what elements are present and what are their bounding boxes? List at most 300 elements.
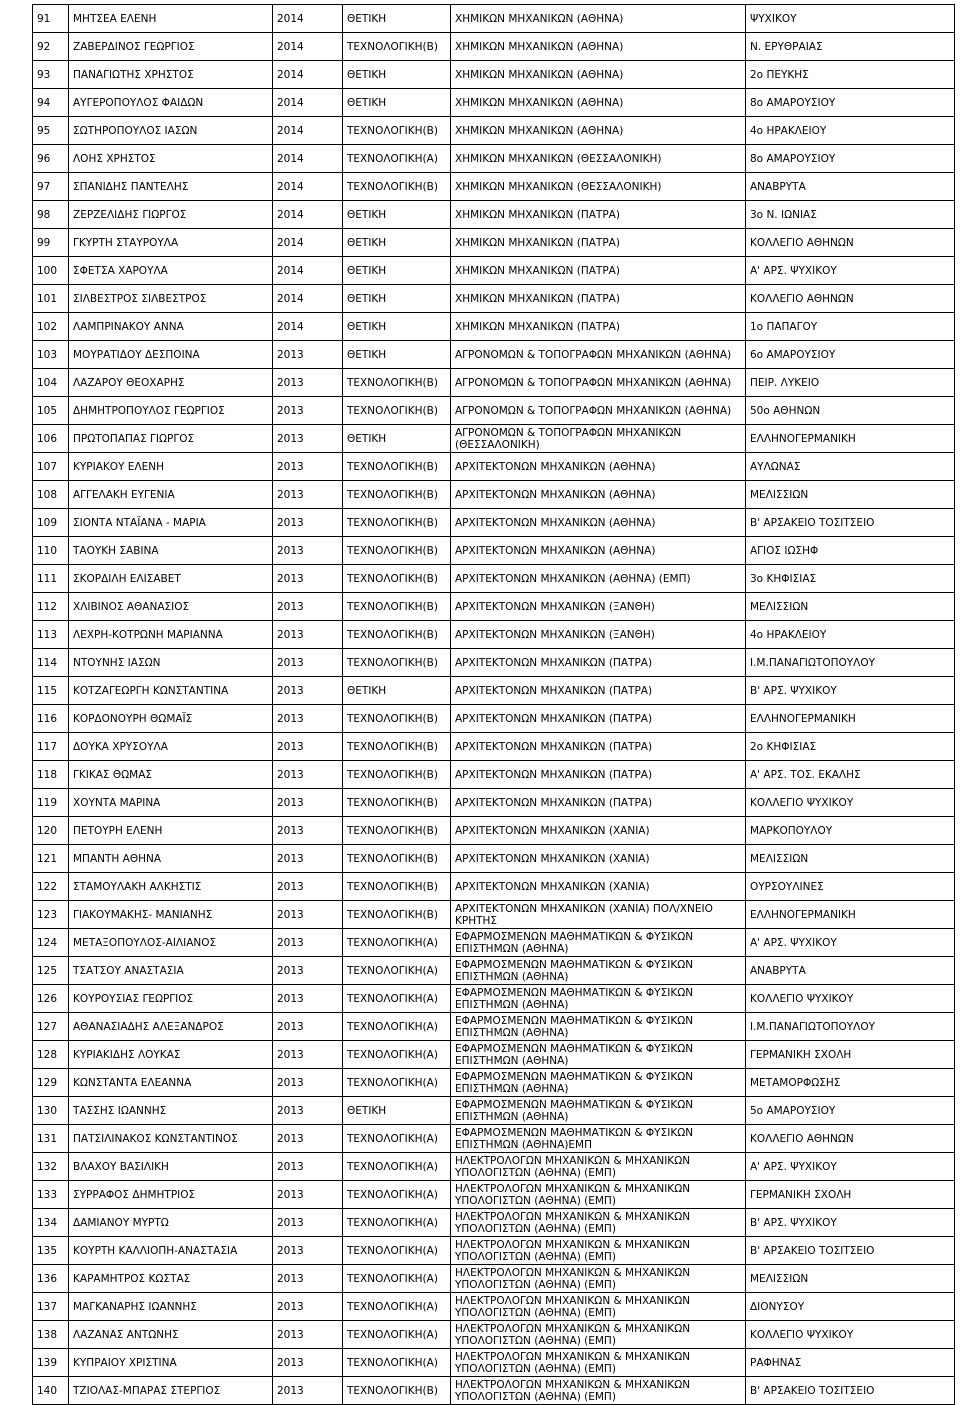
table-row: [33, 593, 955, 621]
exam-year-cell: 2014: [273, 257, 343, 285]
row-number-cell: 129: [33, 1069, 69, 1097]
school-cell: ΑΝΑΒΡΥΤΑ: [746, 957, 955, 985]
exam-track-cell: ΤΕΧΝΟΛΟΓΙΚΗ(Β): [343, 481, 451, 509]
exam-track-cell: ΤΕΧΝΟΛΟΓΙΚΗ(Β): [343, 33, 451, 61]
table-row: [33, 1153, 955, 1181]
row-number-cell: 99: [33, 229, 69, 257]
department-cell: ΑΡΧΙΤΕΚΤΟΝΩΝ ΜΗΧΑΝΙΚΩΝ (ΠΑΤΡΑ): [451, 733, 746, 761]
student-name-cell: ΜΑΓΚΑΝΑΡΗΣ ΙΩΑΝΝΗΣ: [69, 1293, 273, 1321]
exam-track-cell: ΤΕΧΝΟΛΟΓΙΚΗ(Α): [343, 1209, 451, 1237]
table-row: [33, 341, 955, 369]
row-number-cell: 97: [33, 173, 69, 201]
table-row: [33, 677, 955, 705]
student-name-cell: ΛΑΖΑΡΟΥ ΘΕΟΧΑΡΗΣ: [69, 369, 273, 397]
exam-track-cell: ΤΕΧΝΟΛΟΓΙΚΗ(Α): [343, 1125, 451, 1153]
student-name-cell: ΑΘΑΝΑΣΙΑΔΗΣ ΑΛΕΞΑΝΔΡΟΣ: [69, 1013, 273, 1041]
school-cell: 2ο ΠΕΥΚΗΣ: [746, 61, 955, 89]
student-name-cell: ΠΕΤΟΥΡΗ ΕΛΕΝΗ: [69, 817, 273, 845]
student-name-cell: ΚΟΥΡΤΗ ΚΑΛΛΙΟΠΗ-ΑΝΑΣΤΑΣΙΑ: [69, 1237, 273, 1265]
row-number-cell: 91: [33, 5, 69, 33]
school-cell: ΜΕΤΑΜΟΡΦΩΣΗΣ: [746, 1069, 955, 1097]
exam-year-cell: 2013: [273, 1209, 343, 1237]
row-number-cell: 127: [33, 1013, 69, 1041]
row-number-cell: 120: [33, 817, 69, 845]
student-name-cell: ΤΑΟΥΚΗ ΣΑΒΙΝΑ: [69, 537, 273, 565]
row-number-cell: 126: [33, 985, 69, 1013]
row-number-cell: 124: [33, 929, 69, 957]
school-cell: ΚΟΛΛΕΓΙΟ ΨΥΧΙΚΟΥ: [746, 1321, 955, 1349]
department-cell: ΕΦΑΡΜΟΣΜΕΝΩΝ ΜΑΘΗΜΑΤΙΚΩΝ & ΦΥΣΙΚΩΝ ΕΠΙΣΤΗΜΩΝ (ΑΘΗΝΑ): [451, 1041, 746, 1069]
student-name-cell: ΜΠΑΝΤΗ ΑΘΗΝΑ: [69, 845, 273, 873]
exam-year-cell: 2013: [273, 565, 343, 593]
school-cell: ΓΕΡΜΑΝΙΚΗ ΣΧΟΛΗ: [746, 1181, 955, 1209]
department-cell: ΑΡΧΙΤΕΚΤΟΝΩΝ ΜΗΧΑΝΙΚΩΝ (ΠΑΤΡΑ): [451, 761, 746, 789]
row-number-cell: 108: [33, 481, 69, 509]
exam-track-cell: ΘΕΤΙΚΗ: [343, 341, 451, 369]
row-number-cell: 95: [33, 117, 69, 145]
table-row: [33, 621, 955, 649]
student-name-cell: ΣΚΟΡΔΙΛΗ ΕΛΙΣΑΒΕΤ: [69, 565, 273, 593]
student-name-cell: ΜΟΥΡΑΤΙΔΟΥ ΔΕΣΠΟΙΝΑ: [69, 341, 273, 369]
exam-track-cell: ΤΕΧΝΟΛΟΓΙΚΗ(Α): [343, 1181, 451, 1209]
exam-track-cell: ΤΕΧΝΟΛΟΓΙΚΗ(Β): [343, 537, 451, 565]
student-name-cell: ΚΥΡΙΑΚΟΥ ΕΛΕΝΗ: [69, 453, 273, 481]
table-row: [33, 1349, 955, 1377]
school-cell: ΓΕΡΜΑΝΙΚΗ ΣΧΟΛΗ: [746, 1041, 955, 1069]
exam-year-cell: 2013: [273, 873, 343, 901]
department-cell: ΧΗΜΙΚΩΝ ΜΗΧΑΝΙΚΩΝ (ΑΘΗΝΑ): [451, 117, 746, 145]
school-cell: 5ο ΑΜΑΡΟΥΣΙΟΥ: [746, 1097, 955, 1125]
student-name-cell: ΣΤΑΜΟΥΛΑΚΗ ΑΛΚΗΣΤΙΣ: [69, 873, 273, 901]
table-row: [33, 1209, 955, 1237]
table-row: [33, 1069, 955, 1097]
department-cell: ΗΛΕΚΤΡΟΛΟΓΩΝ ΜΗΧΑΝΙΚΩΝ & ΜΗΧΑΝΙΚΩΝ ΥΠΟΛΟΓΙΣΤΩΝ (ΑΘΗΝΑ) (ΕΜΠ): [451, 1209, 746, 1237]
row-number-cell: 134: [33, 1209, 69, 1237]
exam-year-cell: 2013: [273, 817, 343, 845]
student-name-cell: ΓΚΥΡΤΗ ΣΤΑΥΡΟΥΛΑ: [69, 229, 273, 257]
exam-track-cell: ΘΕΤΙΚΗ: [343, 201, 451, 229]
school-cell: ΜΑΡΚΟΠΟΥΛΟΥ: [746, 817, 955, 845]
department-cell: ΧΗΜΙΚΩΝ ΜΗΧΑΝΙΚΩΝ (ΑΘΗΝΑ): [451, 61, 746, 89]
table-row: [33, 285, 955, 313]
student-name-cell: ΜΕΤΑΞΟΠΟΥΛΟΣ-ΑΙΛΙΑΝΟΣ: [69, 929, 273, 957]
student-name-cell: ΧΛΙΒΙΝΟΣ ΑΘΑΝΑΣΙΟΣ: [69, 593, 273, 621]
student-name-cell: ΔΗΜΗΤΡΟΠΟΥΛΟΣ ΓΕΩΡΓΙΟΣ: [69, 397, 273, 425]
department-cell: ΧΗΜΙΚΩΝ ΜΗΧΑΝΙΚΩΝ (ΘΕΣΣΑΛΟΝΙΚΗ): [451, 173, 746, 201]
department-cell: ΑΡΧΙΤΕΚΤΟΝΩΝ ΜΗΧΑΝΙΚΩΝ (ΧΑΝΙΑ): [451, 817, 746, 845]
table-row: [33, 229, 955, 257]
exam-year-cell: 2014: [273, 145, 343, 173]
student-name-cell: ΑΓΓΕΛΑΚΗ ΕΥΓΕΝΙΑ: [69, 481, 273, 509]
table-row: [33, 985, 955, 1013]
department-cell: ΗΛΕΚΤΡΟΛΟΓΩΝ ΜΗΧΑΝΙΚΩΝ & ΜΗΧΑΝΙΚΩΝ ΥΠΟΛΟΓΙΣΤΩΝ (ΑΘΗΝΑ) (ΕΜΠ): [451, 1153, 746, 1181]
school-cell: ΔΙΟΝΥΣΟΥ: [746, 1293, 955, 1321]
table-row: [33, 537, 955, 565]
exam-year-cell: 2013: [273, 761, 343, 789]
exam-track-cell: ΤΕΧΝΟΛΟΓΙΚΗ(Β): [343, 817, 451, 845]
department-cell: ΧΗΜΙΚΩΝ ΜΗΧΑΝΙΚΩΝ (ΑΘΗΝΑ): [451, 5, 746, 33]
row-number-cell: 109: [33, 509, 69, 537]
exam-track-cell: ΤΕΧΝΟΛΟΓΙΚΗ(Β): [343, 117, 451, 145]
student-name-cell: ΣΙΟΝΤΑ ΝΤΑΪΑΝΑ - ΜΑΡΙΑ: [69, 509, 273, 537]
department-cell: ΗΛΕΚΤΡΟΛΟΓΩΝ ΜΗΧΑΝΙΚΩΝ & ΜΗΧΑΝΙΚΩΝ ΥΠΟΛΟΓΙΣΤΩΝ (ΑΘΗΝΑ) (ΕΜΠ): [451, 1349, 746, 1377]
exam-year-cell: 2014: [273, 61, 343, 89]
department-cell: ΑΡΧΙΤΕΚΤΟΝΩΝ ΜΗΧΑΝΙΚΩΝ (ΑΘΗΝΑ): [451, 453, 746, 481]
row-number-cell: 118: [33, 761, 69, 789]
table-row: [33, 425, 955, 453]
exam-year-cell: 2013: [273, 425, 343, 453]
student-name-cell: ΔΑΜΙΑΝΟΥ ΜΥΡΤΩ: [69, 1209, 273, 1237]
department-cell: ΗΛΕΚΤΡΟΛΟΓΩΝ ΜΗΧΑΝΙΚΩΝ & ΜΗΧΑΝΙΚΩΝ ΥΠΟΛΟΓΙΣΤΩΝ (ΑΘΗΝΑ) (ΕΜΠ): [451, 1321, 746, 1349]
student-name-cell: ΓΙΑΚΟΥΜΑΚΗΣ- ΜΑΝΙΑΝΗΣ: [69, 901, 273, 929]
student-name-cell: ΚΩΝΣΤΑΝΤΑ ΕΛΕΑΝΝΑ: [69, 1069, 273, 1097]
exam-year-cell: 2013: [273, 621, 343, 649]
exam-track-cell: ΤΕΧΝΟΛΟΓΙΚΗ(Α): [343, 145, 451, 173]
exam-track-cell: ΤΕΧΝΟΛΟΓΙΚΗ(Β): [343, 761, 451, 789]
exam-year-cell: 2013: [273, 481, 343, 509]
student-name-cell: ΛΟΗΣ ΧΡΗΣΤΟΣ: [69, 145, 273, 173]
department-cell: ΑΡΧΙΤΕΚΤΟΝΩΝ ΜΗΧΑΝΙΚΩΝ (ΠΑΤΡΑ): [451, 789, 746, 817]
student-name-cell: ΚΟΡΔΟΝΟΥΡΗ ΘΩΜΑΪΣ: [69, 705, 273, 733]
student-name-cell: ΚΥΡΙΑΚΙΔΗΣ ΛΟΥΚΑΣ: [69, 1041, 273, 1069]
exam-track-cell: ΤΕΧΝΟΛΟΓΙΚΗ(Β): [343, 621, 451, 649]
student-name-cell: ΛΑΖΑΝΑΣ ΑΝΤΩΝΗΣ: [69, 1321, 273, 1349]
table-row: [33, 1181, 955, 1209]
table-row: [33, 649, 955, 677]
department-cell: ΗΛΕΚΤΡΟΛΟΓΩΝ ΜΗΧΑΝΙΚΩΝ & ΜΗΧΑΝΙΚΩΝ ΥΠΟΛΟΓΙΣΤΩΝ (ΑΘΗΝΑ) (ΕΜΠ): [451, 1265, 746, 1293]
row-number-cell: 139: [33, 1349, 69, 1377]
department-cell: ΑΡΧΙΤΕΚΤΟΝΩΝ ΜΗΧΑΝΙΚΩΝ (ΞΑΝΘΗ): [451, 621, 746, 649]
row-number-cell: 128: [33, 1041, 69, 1069]
exam-year-cell: 2013: [273, 1069, 343, 1097]
department-cell: ΕΦΑΡΜΟΣΜΕΝΩΝ ΜΑΘΗΜΑΤΙΚΩΝ & ΦΥΣΙΚΩΝ ΕΠΙΣΤΗΜΩΝ (ΑΘΗΝΑ)ΕΜΠ: [451, 1125, 746, 1153]
table-row: [33, 1377, 955, 1405]
exam-year-cell: 2014: [273, 89, 343, 117]
exam-year-cell: 2013: [273, 1349, 343, 1377]
school-cell: Α' ΑΡΣ. ΤΟΣ. ΕΚΑΛΗΣ: [746, 761, 955, 789]
table-row: [33, 453, 955, 481]
school-cell: ΚΟΛΛΕΓΙΟ ΑΘΗΝΩΝ: [746, 285, 955, 313]
department-cell: ΑΡΧΙΤΕΚΤΟΝΩΝ ΜΗΧΑΝΙΚΩΝ (ΧΑΝΙΑ): [451, 873, 746, 901]
student-name-cell: ΠΑΤΣΙΛΙΝΑΚΟΣ ΚΩΝΣΤΑΝΤΙΝΟΣ: [69, 1125, 273, 1153]
school-cell: 4ο ΗΡΑΚΛΕΙΟΥ: [746, 117, 955, 145]
table-body: [33, 5, 955, 1405]
department-cell: ΧΗΜΙΚΩΝ ΜΗΧΑΝΙΚΩΝ (ΑΘΗΝΑ): [451, 33, 746, 61]
exam-track-cell: ΤΕΧΝΟΛΟΓΙΚΗ(Α): [343, 1349, 451, 1377]
exam-track-cell: ΤΕΧΝΟΛΟΓΙΚΗ(Β): [343, 705, 451, 733]
school-cell: Α' ΑΡΣ. ΨΥΧΙΚΟΥ: [746, 1153, 955, 1181]
student-name-cell: ΧΟΥΝΤΑ ΜΑΡΙΝΑ: [69, 789, 273, 817]
exam-track-cell: ΘΕΤΙΚΗ: [343, 285, 451, 313]
exam-track-cell: ΘΕΤΙΚΗ: [343, 229, 451, 257]
row-number-cell: 93: [33, 61, 69, 89]
exam-year-cell: 2013: [273, 1293, 343, 1321]
school-cell: 2ο ΚΗΦΙΣΙΑΣ: [746, 733, 955, 761]
exam-track-cell: ΤΕΧΝΟΛΟΓΙΚΗ(Β): [343, 789, 451, 817]
row-number-cell: 98: [33, 201, 69, 229]
exam-track-cell: ΤΕΧΝΟΛΟΓΙΚΗ(Α): [343, 1321, 451, 1349]
row-number-cell: 102: [33, 313, 69, 341]
table-row: [33, 1013, 955, 1041]
exam-track-cell: ΤΕΧΝΟΛΟΓΙΚΗ(Α): [343, 985, 451, 1013]
exam-year-cell: 2013: [273, 509, 343, 537]
table-row: [33, 761, 955, 789]
row-number-cell: 105: [33, 397, 69, 425]
exam-track-cell: ΤΕΧΝΟΛΟΓΙΚΗ(Β): [343, 397, 451, 425]
exam-year-cell: 2013: [273, 341, 343, 369]
row-number-cell: 136: [33, 1265, 69, 1293]
student-name-cell: ΠΑΝΑΓΙΩΤΗΣ ΧΡΗΣΤΟΣ: [69, 61, 273, 89]
school-cell: ΜΕΛΙΣΣΙΩΝ: [746, 1265, 955, 1293]
table-row: [33, 397, 955, 425]
row-number-cell: 116: [33, 705, 69, 733]
exam-year-cell: 2014: [273, 229, 343, 257]
school-cell: ΚΟΛΛΕΓΙΟ ΑΘΗΝΩΝ: [746, 229, 955, 257]
exam-year-cell: 2014: [273, 33, 343, 61]
school-cell: ΟΥΡΣΟΥΛΙΝΕΣ: [746, 873, 955, 901]
exam-year-cell: 2013: [273, 1153, 343, 1181]
exam-track-cell: ΤΕΧΝΟΛΟΓΙΚΗ(Α): [343, 957, 451, 985]
student-name-cell: ΤΣΑΤΣΟΥ ΑΝΑΣΤΑΣΙΑ: [69, 957, 273, 985]
school-cell: ΚΟΛΛΕΓΙΟ ΨΥΧΙΚΟΥ: [746, 985, 955, 1013]
exam-year-cell: 2013: [273, 985, 343, 1013]
department-cell: ΧΗΜΙΚΩΝ ΜΗΧΑΝΙΚΩΝ (ΠΑΤΡΑ): [451, 257, 746, 285]
exam-year-cell: 2013: [273, 1041, 343, 1069]
school-cell: Β' ΑΡΣ. ΨΥΧΙΚΟΥ: [746, 677, 955, 705]
school-cell: ΠΕΙΡ. ΛΥΚΕΙΟ: [746, 369, 955, 397]
department-cell: ΗΛΕΚΤΡΟΛΟΓΩΝ ΜΗΧΑΝΙΚΩΝ & ΜΗΧΑΝΙΚΩΝ ΥΠΟΛΟΓΙΣΤΩΝ (ΑΘΗΝΑ) (ΕΜΠ): [451, 1237, 746, 1265]
row-number-cell: 138: [33, 1321, 69, 1349]
student-name-cell: ΔΟΥΚΑ ΧΡΥΣΟΥΛΑ: [69, 733, 273, 761]
exam-track-cell: ΤΕΧΝΟΛΟΓΙΚΗ(Β): [343, 1377, 451, 1405]
exam-year-cell: 2013: [273, 1097, 343, 1125]
department-cell: ΑΡΧΙΤΕΚΤΟΝΩΝ ΜΗΧΑΝΙΚΩΝ (ΑΘΗΝΑ): [451, 509, 746, 537]
school-cell: ΜΕΛΙΣΣΙΩΝ: [746, 593, 955, 621]
row-number-cell: 125: [33, 957, 69, 985]
student-name-cell: ΖΑΒΕΡΔΙΝΟΣ ΓΕΩΡΓΙΟΣ: [69, 33, 273, 61]
school-cell: 8ο ΑΜΑΡΟΥΣΙΟΥ: [746, 145, 955, 173]
row-number-cell: 110: [33, 537, 69, 565]
row-number-cell: 131: [33, 1125, 69, 1153]
exam-track-cell: ΤΕΧΝΟΛΟΓΙΚΗ(Α): [343, 1069, 451, 1097]
department-cell: ΕΦΑΡΜΟΣΜΕΝΩΝ ΜΑΘΗΜΑΤΙΚΩΝ & ΦΥΣΙΚΩΝ ΕΠΙΣΤΗΜΩΝ (ΑΘΗΝΑ): [451, 1097, 746, 1125]
table-row: [33, 929, 955, 957]
exam-track-cell: ΤΕΧΝΟΛΟΓΙΚΗ(Β): [343, 369, 451, 397]
department-cell: ΑΓΡΟΝΟΜΩΝ & ΤΟΠΟΓΡΑΦΩΝ ΜΗΧΑΝΙΚΩΝ (ΘΕΣΣΑΛΟΝΙΚΗ): [451, 425, 746, 453]
student-name-cell: ΣΩΤΗΡΟΠΟΥΛΟΣ ΙΑΣΩΝ: [69, 117, 273, 145]
student-name-cell: ΝΤΟΥΝΗΣ ΙΑΣΩΝ: [69, 649, 273, 677]
table-row: [33, 1041, 955, 1069]
school-cell: ΑΓΙΟΣ ΙΩΣΗΦ: [746, 537, 955, 565]
exam-year-cell: 2013: [273, 1321, 343, 1349]
exam-year-cell: 2013: [273, 705, 343, 733]
exam-year-cell: 2013: [273, 369, 343, 397]
exam-year-cell: 2014: [273, 285, 343, 313]
exam-year-cell: 2014: [273, 117, 343, 145]
department-cell: ΑΡΧΙΤΕΚΤΟΝΩΝ ΜΗΧΑΝΙΚΩΝ (ΠΑΤΡΑ): [451, 649, 746, 677]
department-cell: ΧΗΜΙΚΩΝ ΜΗΧΑΝΙΚΩΝ (ΘΕΣΣΑΛΟΝΙΚΗ): [451, 145, 746, 173]
row-number-cell: 111: [33, 565, 69, 593]
exam-track-cell: ΤΕΧΝΟΛΟΓΙΚΗ(Β): [343, 845, 451, 873]
row-number-cell: 137: [33, 1293, 69, 1321]
department-cell: ΑΡΧΙΤΕΚΤΟΝΩΝ ΜΗΧΑΝΙΚΩΝ (ΧΑΝΙΑ) ΠΟΛ/ΧΝΕΙΟ ΚΡΗΤΗΣ: [451, 901, 746, 929]
school-cell: Β' ΑΡΣΑΚΕΙΟ ΤΟΣΙΤΣΕΙΟ: [746, 509, 955, 537]
school-cell: 6ο ΑΜΑΡΟΥΣΙΟΥ: [746, 341, 955, 369]
department-cell: ΑΡΧΙΤΕΚΤΟΝΩΝ ΜΗΧΑΝΙΚΩΝ (ΞΑΝΘΗ): [451, 593, 746, 621]
exam-year-cell: 2014: [273, 201, 343, 229]
table-row: [33, 5, 955, 33]
exam-year-cell: 2013: [273, 537, 343, 565]
department-cell: ΑΡΧΙΤΕΚΤΟΝΩΝ ΜΗΧΑΝΙΚΩΝ (ΠΑΤΡΑ): [451, 705, 746, 733]
exam-track-cell: ΤΕΧΝΟΛΟΓΙΚΗ(Β): [343, 509, 451, 537]
student-name-cell: ΤΑΣΣΗΣ ΙΩΑΝΝΗΣ: [69, 1097, 273, 1125]
department-cell: ΕΦΑΡΜΟΣΜΕΝΩΝ ΜΑΘΗΜΑΤΙΚΩΝ & ΦΥΣΙΚΩΝ ΕΠΙΣΤΗΜΩΝ (ΑΘΗΝΑ): [451, 957, 746, 985]
exam-year-cell: 2013: [273, 1377, 343, 1405]
school-cell: ΕΛΛΗΝΟΓΕΡΜΑΝΙΚΗ: [746, 705, 955, 733]
row-number-cell: 103: [33, 341, 69, 369]
student-name-cell: ΛΑΜΠΡΙΝΑΚΟΥ ΑΝΝΑ: [69, 313, 273, 341]
department-cell: ΑΡΧΙΤΕΚΤΟΝΩΝ ΜΗΧΑΝΙΚΩΝ (ΠΑΤΡΑ): [451, 677, 746, 705]
exam-track-cell: ΤΕΧΝΟΛΟΓΙΚΗ(Α): [343, 1041, 451, 1069]
exam-year-cell: 2013: [273, 1181, 343, 1209]
row-number-cell: 101: [33, 285, 69, 313]
exam-year-cell: 2013: [273, 593, 343, 621]
student-name-cell: ΓΚΙΚΑΣ ΘΩΜΑΣ: [69, 761, 273, 789]
school-cell: Β' ΑΡΣΑΚΕΙΟ ΤΟΣΙΤΣΕΙΟ: [746, 1377, 955, 1405]
table-row: [33, 1097, 955, 1125]
student-name-cell: ΚΟΤΖΑΓΕΩΡΓΗ ΚΩΝΣΤΑΝΤΙΝΑ: [69, 677, 273, 705]
row-number-cell: 121: [33, 845, 69, 873]
row-number-cell: 135: [33, 1237, 69, 1265]
exam-track-cell: ΘΕΤΙΚΗ: [343, 61, 451, 89]
exam-year-cell: 2013: [273, 397, 343, 425]
exam-year-cell: 2013: [273, 789, 343, 817]
row-number-cell: 100: [33, 257, 69, 285]
exam-track-cell: ΤΕΧΝΟΛΟΓΙΚΗ(Α): [343, 1293, 451, 1321]
department-cell: ΧΗΜΙΚΩΝ ΜΗΧΑΝΙΚΩΝ (ΑΘΗΝΑ): [451, 89, 746, 117]
student-name-cell: ΑΥΓΕΡΟΠΟΥΛΟΣ ΦΑΙΔΩΝ: [69, 89, 273, 117]
student-name-cell: ΤΖΙΟΛΑΣ-ΜΠΑΡΑΣ ΣΤΕΡΓΙΟΣ: [69, 1377, 273, 1405]
exam-year-cell: 2013: [273, 453, 343, 481]
department-cell: ΧΗΜΙΚΩΝ ΜΗΧΑΝΙΚΩΝ (ΠΑΤΡΑ): [451, 313, 746, 341]
row-number-cell: 113: [33, 621, 69, 649]
table-row: [33, 481, 955, 509]
exam-track-cell: ΤΕΧΝΟΛΟΓΙΚΗ(Β): [343, 873, 451, 901]
student-name-cell: ΜΗΤΣΕΑ ΕΛΕΝΗ: [69, 5, 273, 33]
school-cell: ΕΛΛΗΝΟΓΕΡΜΑΝΙΚΗ: [746, 425, 955, 453]
row-number-cell: 114: [33, 649, 69, 677]
row-number-cell: 92: [33, 33, 69, 61]
school-cell: ΑΥΛΩΝΑΣ: [746, 453, 955, 481]
school-cell: ΜΕΛΙΣΣΙΩΝ: [746, 845, 955, 873]
exam-track-cell: ΘΕΤΙΚΗ: [343, 677, 451, 705]
department-cell: ΑΡΧΙΤΕΚΤΟΝΩΝ ΜΗΧΑΝΙΚΩΝ (ΑΘΗΝΑ): [451, 481, 746, 509]
row-number-cell: 96: [33, 145, 69, 173]
exam-year-cell: 2014: [273, 5, 343, 33]
student-name-cell: ΠΡΩΤΟΠΑΠΑΣ ΓΙΩΡΓΟΣ: [69, 425, 273, 453]
exam-track-cell: ΤΕΧΝΟΛΟΓΙΚΗ(Α): [343, 1237, 451, 1265]
exam-track-cell: ΘΕΤΙΚΗ: [343, 257, 451, 285]
table-row: [33, 313, 955, 341]
table-row: [33, 845, 955, 873]
exam-track-cell: ΤΕΧΝΟΛΟΓΙΚΗ(Β): [343, 173, 451, 201]
school-cell: Α' ΑΡΣ. ΨΥΧΙΚΟΥ: [746, 257, 955, 285]
department-cell: ΧΗΜΙΚΩΝ ΜΗΧΑΝΙΚΩΝ (ΠΑΤΡΑ): [451, 201, 746, 229]
row-number-cell: 140: [33, 1377, 69, 1405]
school-cell: 3ο ΚΗΦΙΣΙΑΣ: [746, 565, 955, 593]
department-cell: ΧΗΜΙΚΩΝ ΜΗΧΑΝΙΚΩΝ (ΠΑΤΡΑ): [451, 229, 746, 257]
row-number-cell: 132: [33, 1153, 69, 1181]
exam-track-cell: ΤΕΧΝΟΛΟΓΙΚΗ(Α): [343, 1265, 451, 1293]
exam-track-cell: ΤΕΧΝΟΛΟΓΙΚΗ(Β): [343, 733, 451, 761]
student-name-cell: ΚΥΠΡΑΙΟΥ ΧΡΙΣΤΙΝΑ: [69, 1349, 273, 1377]
table-row: [33, 1293, 955, 1321]
row-number-cell: 122: [33, 873, 69, 901]
school-cell: Ν. ΕΡΥΘΡΑΙΑΣ: [746, 33, 955, 61]
exam-track-cell: ΤΕΧΝΟΛΟΓΙΚΗ(Α): [343, 1013, 451, 1041]
department-cell: ΑΓΡΟΝΟΜΩΝ & ΤΟΠΟΓΡΑΦΩΝ ΜΗΧΑΝΙΚΩΝ (ΑΘΗΝΑ): [451, 369, 746, 397]
row-number-cell: 130: [33, 1097, 69, 1125]
school-cell: 3ο Ν. ΙΩΝΙΑΣ: [746, 201, 955, 229]
exam-year-cell: 2013: [273, 649, 343, 677]
exam-year-cell: 2013: [273, 957, 343, 985]
exam-track-cell: ΘΕΤΙΚΗ: [343, 313, 451, 341]
table-row: [33, 257, 955, 285]
row-number-cell: 94: [33, 89, 69, 117]
department-cell: ΕΦΑΡΜΟΣΜΕΝΩΝ ΜΑΘΗΜΑΤΙΚΩΝ & ΦΥΣΙΚΩΝ ΕΠΙΣΤΗΜΩΝ (ΑΘΗΝΑ): [451, 985, 746, 1013]
student-name-cell: ΖΕΡΖΕΛΙΔΗΣ ΓΙΩΡΓΟΣ: [69, 201, 273, 229]
row-number-cell: 106: [33, 425, 69, 453]
exam-year-cell: 2013: [273, 733, 343, 761]
row-number-cell: 117: [33, 733, 69, 761]
table-row: [33, 117, 955, 145]
table-row: [33, 173, 955, 201]
exam-track-cell: ΤΕΧΝΟΛΟΓΙΚΗ(Β): [343, 565, 451, 593]
table-row: [33, 705, 955, 733]
exam-year-cell: 2013: [273, 845, 343, 873]
exam-track-cell: ΤΕΧΝΟΛΟΓΙΚΗ(Β): [343, 901, 451, 929]
department-cell: ΑΡΧΙΤΕΚΤΟΝΩΝ ΜΗΧΑΝΙΚΩΝ (ΑΘΗΝΑ) (ΕΜΠ): [451, 565, 746, 593]
school-cell: Β' ΑΡΣ. ΨΥΧΙΚΟΥ: [746, 1209, 955, 1237]
exam-year-cell: 2013: [273, 929, 343, 957]
student-name-cell: ΣΙΛΒΕΣΤΡΟΣ ΣΙΛΒΕΣΤΡΟΣ: [69, 285, 273, 313]
department-cell: ΕΦΑΡΜΟΣΜΕΝΩΝ ΜΑΘΗΜΑΤΙΚΩΝ & ΦΥΣΙΚΩΝ ΕΠΙΣΤΗΜΩΝ (ΑΘΗΝΑ): [451, 1069, 746, 1097]
table-row: [33, 873, 955, 901]
exam-year-cell: 2013: [273, 1125, 343, 1153]
table-row: [33, 89, 955, 117]
exam-track-cell: ΤΕΧΝΟΛΟΓΙΚΗ(Β): [343, 649, 451, 677]
table-row: [33, 33, 955, 61]
table-row: [33, 733, 955, 761]
school-cell: ΕΛΛΗΝΟΓΕΡΜΑΝΙΚΗ: [746, 901, 955, 929]
table-row: [33, 201, 955, 229]
row-number-cell: 119: [33, 789, 69, 817]
row-number-cell: 123: [33, 901, 69, 929]
table-row: [33, 565, 955, 593]
exam-track-cell: ΤΕΧΝΟΛΟΓΙΚΗ(Β): [343, 453, 451, 481]
school-cell: 4ο ΗΡΑΚΛΕΙΟΥ: [746, 621, 955, 649]
department-cell: ΑΡΧΙΤΕΚΤΟΝΩΝ ΜΗΧΑΝΙΚΩΝ (ΑΘΗΝΑ): [451, 537, 746, 565]
row-number-cell: 133: [33, 1181, 69, 1209]
exam-track-cell: ΤΕΧΝΟΛΟΓΙΚΗ(Β): [343, 593, 451, 621]
school-cell: ΚΟΛΛΕΓΙΟ ΑΘΗΝΩΝ: [746, 1125, 955, 1153]
department-cell: ΗΛΕΚΤΡΟΛΟΓΩΝ ΜΗΧΑΝΙΚΩΝ & ΜΗΧΑΝΙΚΩΝ ΥΠΟΛΟΓΙΣΤΩΝ (ΑΘΗΝΑ) (ΕΜΠ): [451, 1293, 746, 1321]
exam-track-cell: ΘΕΤΙΚΗ: [343, 89, 451, 117]
school-cell: ΨΥΧΙΚΟΥ: [746, 5, 955, 33]
school-cell: ΑΝΑΒΡΥΤΑ: [746, 173, 955, 201]
student-name-cell: ΚΟΥΡΟΥΣΙΑΣ ΓΕΩΡΓΙΟΣ: [69, 985, 273, 1013]
table-row: [33, 1237, 955, 1265]
